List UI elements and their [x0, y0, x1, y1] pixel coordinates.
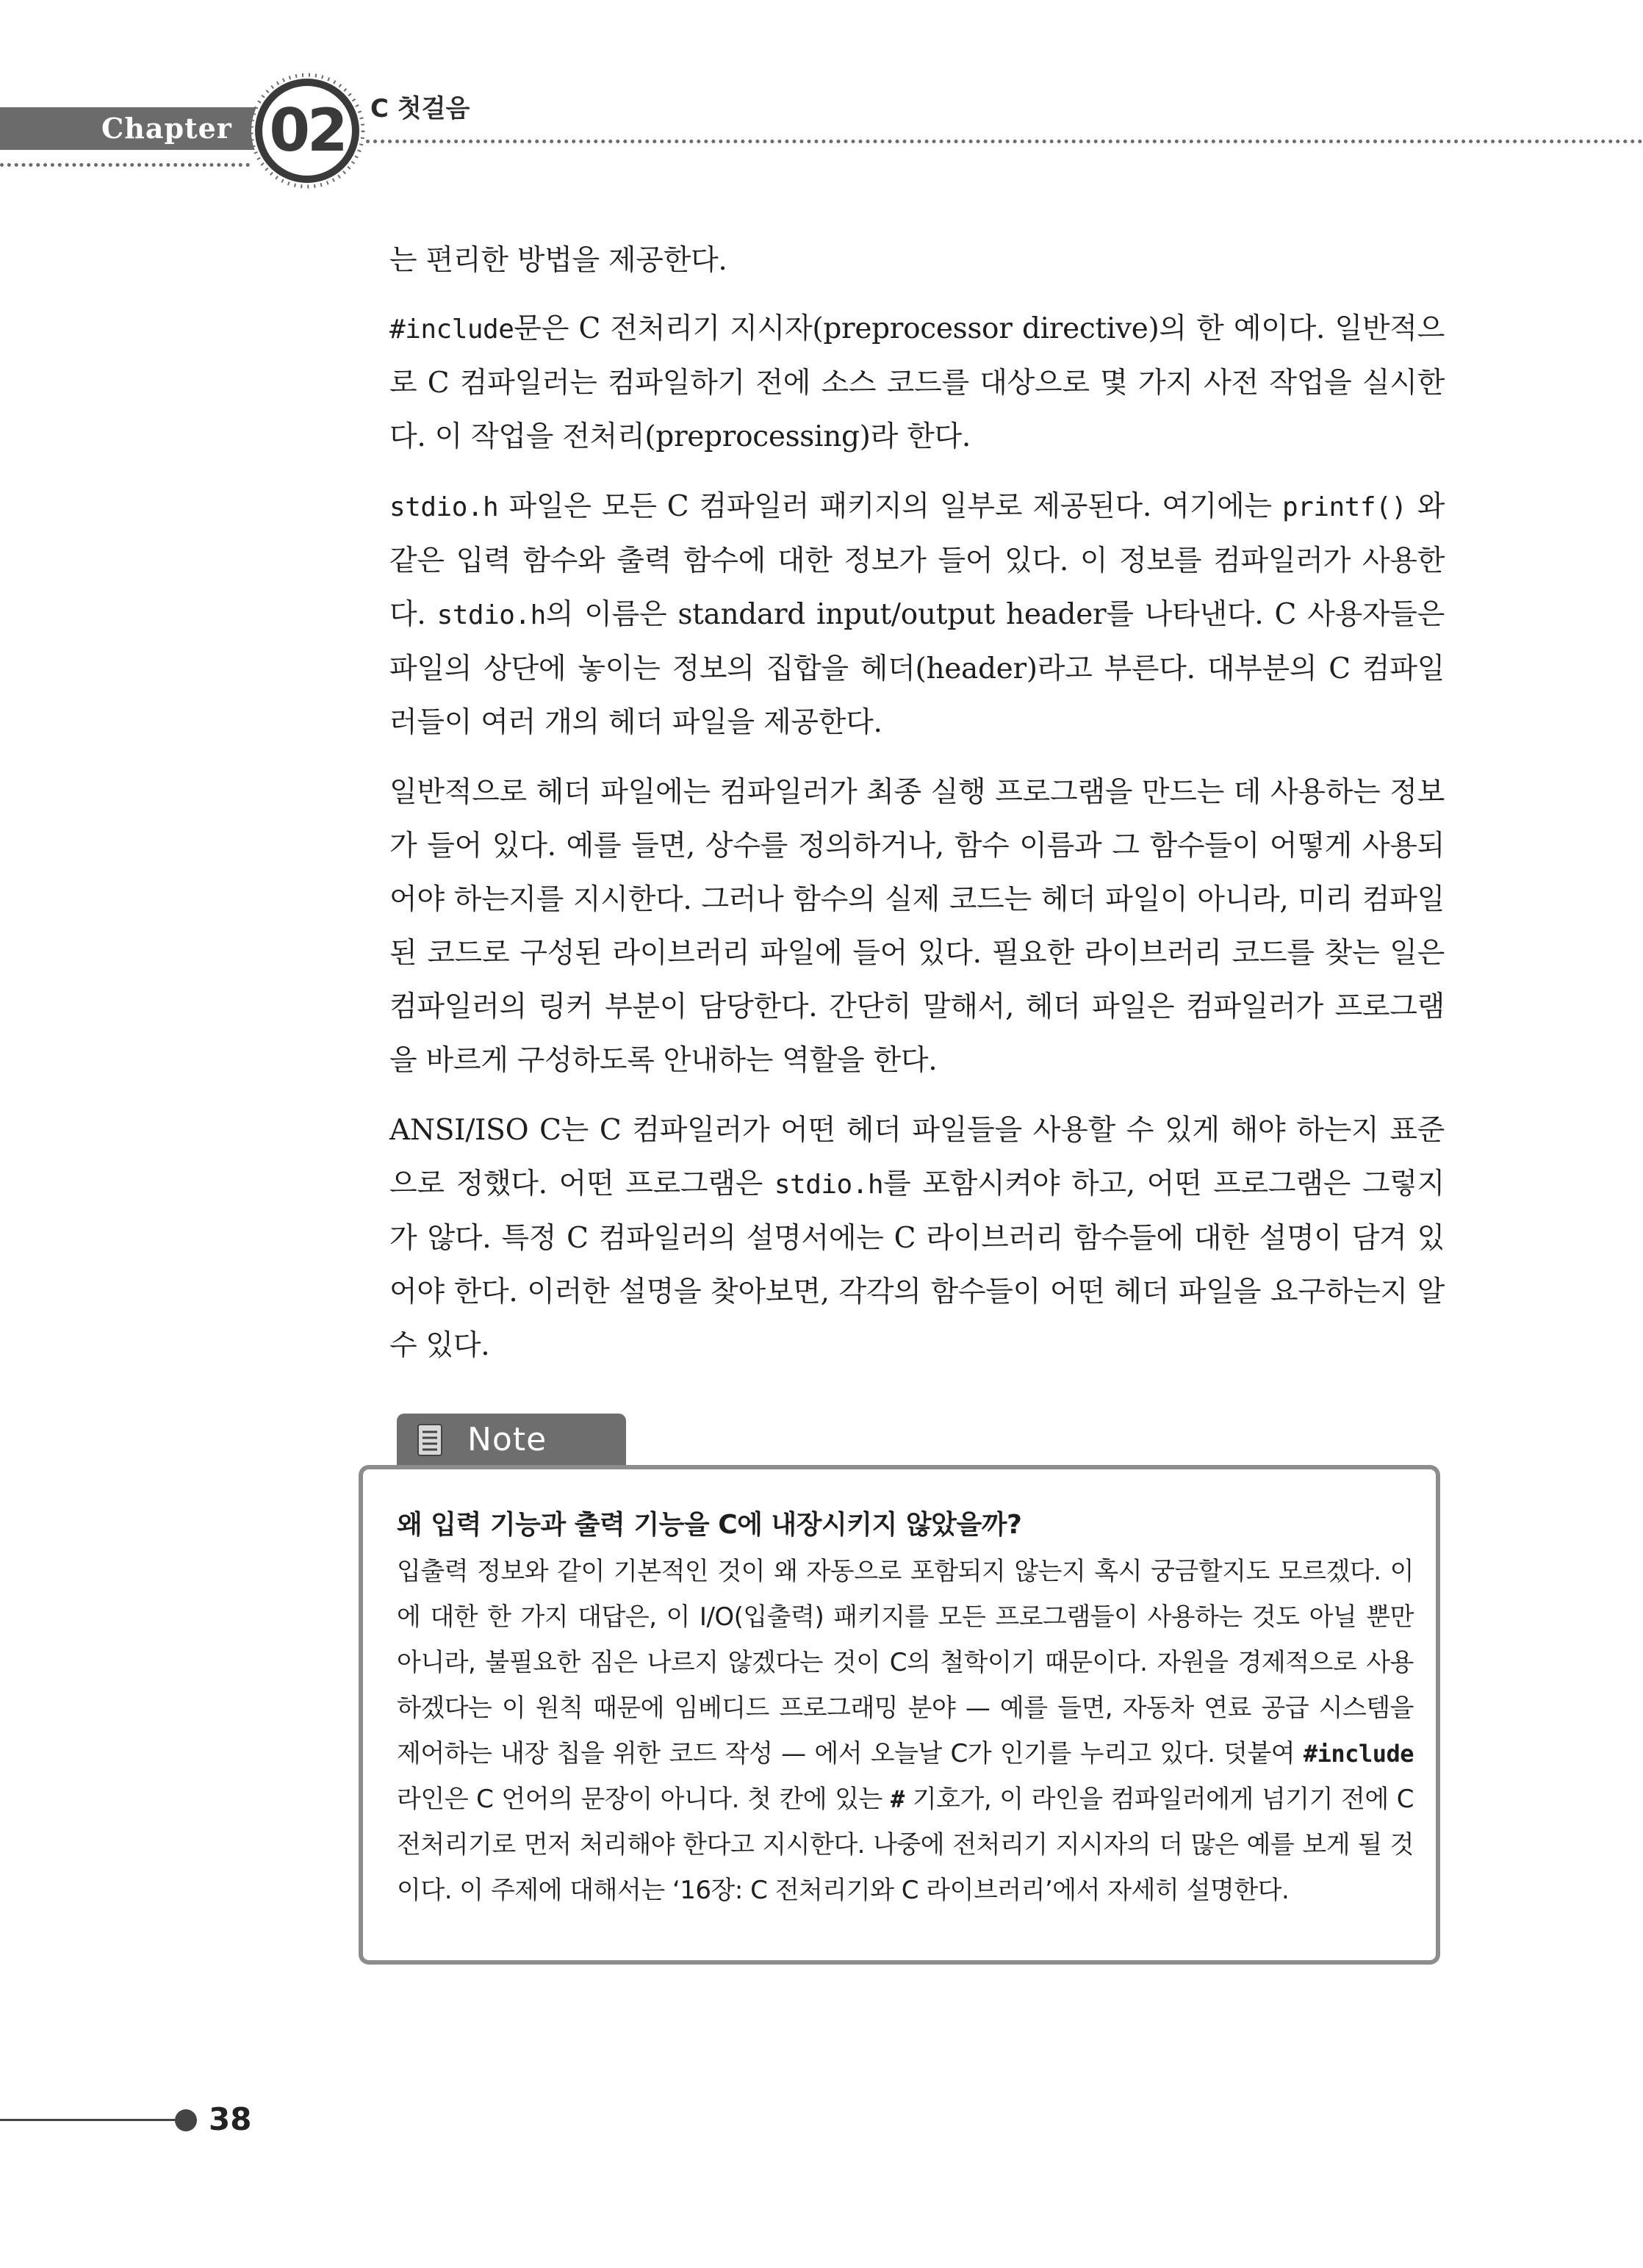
body-text	[389, 234, 1445, 1389]
code-include: #include	[1303, 1740, 1414, 1768]
note-text: 입출력 정보와 같이 기본적인 것이 왜 자동으로 포함되지 않는지 혹시 궁금할지도 모르겠다. 이에 대한 한 가지 대답은, 이 I/O(입출력) 패키지를 모든 프로그램들이 사용하는 것도 아닐 뿐만 아니라, 불필요한 짐은 나르지 않겠다는 것이 C의 철학이기 때문이다. 자원을 경제적으로 사용하겠다는 이 원칙 때문에 임베디드 프로그래밍 분야 — 예를 들면, 자동차 연료 공급 시스템을 제어하는 내장 칩을 위한 코드 작성 — 에서 오늘날 C가 인기를 누리고 있다. 덧붙여 #include 라인은 C 언어의 문장이 아니다. 첫 칸에 있는 # 기호가, 이 라인을 컴파일러에게 넘기기 전에 C 전처리기로 먼저 처리해야 한다고 지시한다. 나중에 전처리기 지시자의 더 많은 예를 보게 될 것이다. 이 주제에 대해서는 ‘16장: C 전처리기와 C 라이브러리’에서 자세히 설명한다.	[397, 1557, 1414, 1905]
footer-rule	[0, 2119, 181, 2121]
chapter-number: 02	[269, 96, 345, 165]
code-stdio-h: stdio.h	[389, 492, 499, 522]
notepad-icon	[416, 1422, 444, 1458]
header-dotted-rule	[351, 140, 1643, 143]
page-number: 38	[209, 2101, 252, 2137]
note-label: Note	[467, 1421, 547, 1458]
note-heading: 왜 입력 기능과 출력 기능을 C에 내장시키지 않았을까?	[397, 1510, 1022, 1540]
paragraph-2: #include문은 C 전처리기 지시자(preprocessor directive)의 한 예이다. 일반적으로 C 컴파일러는 컴파일하기 전에 소스 코드를 대상으로 몇 가지 사전 작업을 실시한다. 이 작업을 전처리(preprocessing)라 한다.	[389, 312, 1445, 453]
code-hash: #	[890, 1785, 905, 1813]
chapter-dotted-underline	[0, 163, 250, 167]
chapter-title: C 첫걸음	[370, 94, 470, 123]
code-stdio-h: stdio.h	[436, 600, 546, 630]
note-body	[397, 1506, 1414, 1913]
paragraph-3: stdio.h 파일은 모든 C 컴파일러 패키지의 일부로 제공된다. 여기에는 printf() 와 같은 입력 함수와 출력 함수에 대한 정보가 들어 있다. 이 정보를 컴파일러가 사용한다. stdio.h의 이름은 standard input/output header를 나타낸다. C 사용자들은 파일의 상단에 놓이는 정보의 집합을 헤더(header)라고 부른다. 대부분의 C 컴파일러들이 여러 개의 헤더 파일을 제공한다.	[389, 490, 1445, 739]
paragraph-5: ANSI/ISO C는 C 컴파일러가 어떤 헤더 파일들을 사용할 수 있게 해야 하는지 표준으로 정했다. 어떤 프로그램은 stdio.h를 포함시켜야 하고, 어떤 프로그램은 그렇지가 않다. 특정 C 컴파일러의 설명서에는 C 라이브러리 함수들에 대한 설명이 담겨 있어야 한다. 이러한 설명을 찾아보면, 각각의 함수들이 어떤 헤더 파일을 요구하는지 알 수 있다.	[389, 1114, 1445, 1362]
paragraph-4: 일반적으로 헤더 파일에는 컴파일러가 최종 실행 프로그램을 만드는 데 사용하는 정보가 들어 있다. 예를 들면, 상수를 정의하거나, 함수 이름과 그 함수들이 어떻게 사용되어야 하는지를 지시한다. 그러나 함수의 실제 코드는 헤더 파일이 아니라, 미리 컴파일된 코드로 구성된 라이브러리 파일에 들어 있다. 필요한 라이브러리 코드를 찾는 일은 컴파일러의 링커 부분이 담당한다. 간단히 말해서, 헤더 파일은 컴파일러가 프로그램을 바르게 구성하도록 안내하는 역할을 한다.	[389, 776, 1445, 1077]
code-include: #include	[389, 314, 514, 345]
code-stdio-h: stdio.h	[774, 1170, 884, 1200]
paragraph-1: 는 편리한 방법을 제공한다.	[389, 244, 727, 277]
code-printf: printf()	[1281, 492, 1407, 522]
footer-bullet	[175, 2109, 197, 2131]
chapter-word: Chapter	[101, 112, 232, 145]
